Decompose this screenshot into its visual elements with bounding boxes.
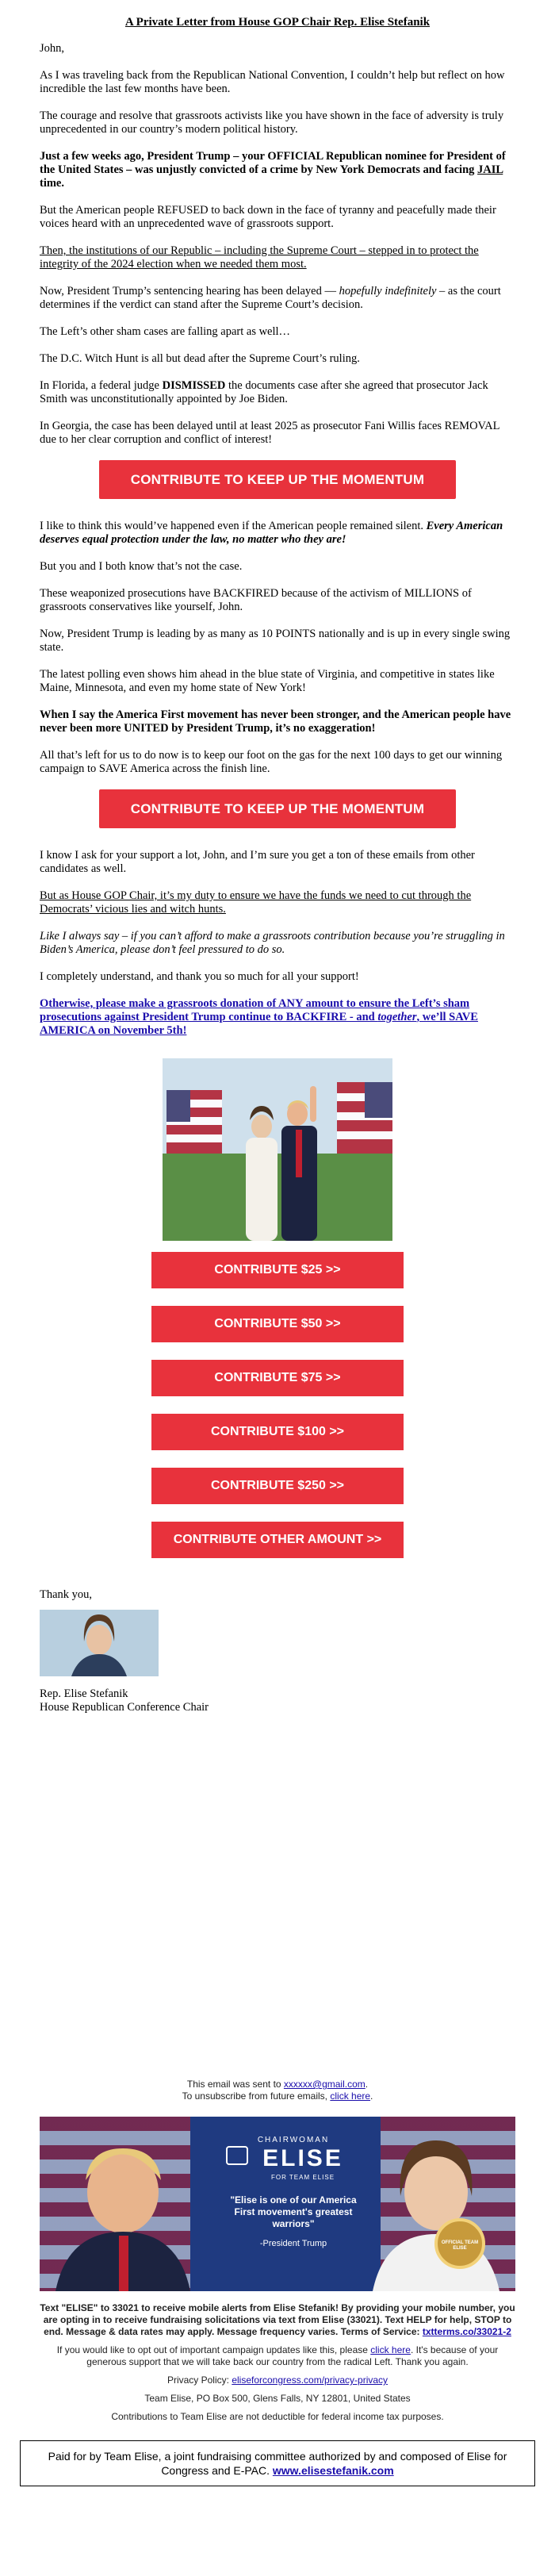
- signoff: Thank you,: [40, 1588, 93, 1601]
- letter-body: [40, 16, 515, 1714]
- paragraph: Now, President Trump is leading by as many as 10 POINTS nationally and is up in every single swing state.: [40, 628, 511, 654]
- banner-chairwoman: CHAIRWOMAN: [257, 2136, 330, 2144]
- contribute-250-button[interactable]: CONTRIBUTE $250 >>: [151, 1468, 404, 1504]
- paragraph: I completely understand, and thank you so much for all your support!: [40, 970, 359, 983]
- privacy-link[interactable]: eliseforcongress.com/privacy-privacy: [232, 2374, 388, 2386]
- contribute-50-button[interactable]: CONTRIBUTE $50 >>: [151, 1306, 404, 1342]
- recipient-email-link[interactable]: xxxxxx@gmail.com: [283, 2079, 366, 2090]
- optout-paragraph: If you would like to opt out of important campaign updates like this, please click here. It's because of your generous support that we will take back our country from the radical Left. Thank you again.: [56, 2344, 499, 2367]
- contribute-25-button[interactable]: CONTRIBUTE $25 >>: [151, 1252, 404, 1288]
- sms-terms-link[interactable]: txtterms.co/33021-2: [422, 2326, 511, 2337]
- banner-quote: "Elise is one of our America First movement's greatest warriors": [230, 2194, 357, 2229]
- paragraph: These weaponized prosecutions have BACKFIRED because of the activism of MILLIONS of grassroots conservatives like yourself, John.: [40, 587, 472, 613]
- tax-disclaimer: Contributions to Team Elise are not deductible for federal income tax purposes.: [111, 2411, 444, 2422]
- team-elise-banner[interactable]: [40, 2117, 515, 2291]
- contribute-other-button[interactable]: CONTRIBUTE OTHER AMOUNT >>: [151, 1522, 404, 1558]
- paragraph: The Left’s other sham cases are falling apart as well…: [40, 325, 291, 338]
- paragraph: But you and I both know that’s not the case.: [40, 560, 243, 573]
- rally-photo-illustration: [163, 1058, 392, 1241]
- sms-disclosure: Text "ELISE" to 33021 to receive mobile alerts from Elise Stefanik! By providing your mobile number, you are opting in to receive fundraising solicitations via text from Elise (33021). Text HELP for help, STOP to end. Message & data rates may apply. Message frequency varies. Terms of Service: txtterms.co/33021-2: [40, 2302, 515, 2337]
- paragraph: All that’s left for us to do now is to keep our foot on the gas for the next 100 days to get our winning campaign to SAVE America across the finish line.: [40, 749, 503, 775]
- banner-tagline: FOR TEAM ELISE: [270, 2174, 335, 2181]
- signature-title: House Republican Conference Chair: [40, 1701, 209, 1714]
- banner-attribution: -President Trump: [259, 2239, 327, 2248]
- signature-photo: [40, 1610, 159, 1676]
- paragraph: Just a few weeks ago, President Trump – your OFFICIAL Republican nominee for President of the United States – was unjustly convicted of a crime by New York Democrats and facing JAIL time.: [40, 150, 506, 190]
- mailing-address: Team Elise, PO Box 500, Glens Falls, NY 12801, United States: [144, 2393, 411, 2404]
- greeting: John,: [40, 42, 65, 55]
- contribute-momentum-button[interactable]: CONTRIBUTE TO KEEP UP THE MOMENTUM: [99, 460, 456, 499]
- paragraph: Now, President Trump’s sentencing hearing has been delayed — hopefully indefinitely – as the court determines if the verdict can stand after the Supreme Court’s decision.: [40, 285, 501, 311]
- banner-badge: OFFICIAL TEAM ELISE: [441, 2240, 479, 2251]
- paragraph: Then, the institutions of our Republic – including the Supreme Court – stepped in to protect the integrity of the 2024 election when we needed them most.: [40, 244, 479, 271]
- paid-for-box: Paid for by Team Elise, a joint fundraising committee authorized by and composed of Elise for Congress and E-PAC. www.elisestefanik.com: [20, 2440, 535, 2486]
- banner-name: ELISE: [262, 2145, 343, 2171]
- donate-link-paragraph[interactable]: Otherwise, please make a grassroots donation of ANY amount to ensure the Left’s sham prosecutions against President Trump continue to BACKFIRE - and together, we’ll SAVE AMERICA on November 5th!: [40, 997, 478, 1037]
- privacy-line: Privacy Policy: eliseforcongress.com/privacy-privacy: [166, 2374, 388, 2386]
- paragraph: But the American people REFUSED to back down in the face of tyranny and peacefully made their voices heard with an unprecedented wave of grassroots support.: [40, 204, 496, 230]
- paragraph: As I was traveling back from the Republican National Convention, I couldn’t help but reflect on how incredible the last few months have been.: [40, 69, 505, 95]
- rally-photo[interactable]: [163, 1058, 392, 1241]
- letter-title: A Private Letter from House GOP Chair Rep. Elise Stefanik: [124, 16, 431, 29]
- paragraph: I like to think this would’ve happened even if the American people remained silent. Every American deserves equal protection under the law, no matter who they are!: [40, 520, 503, 546]
- website-link[interactable]: www.elisestefanik.com: [272, 2464, 394, 2477]
- paragraph: The courage and resolve that grassroots activists like you have shown in the face of adversity is truly unprecedented in our country’s modern political history.: [40, 109, 504, 136]
- contribute-momentum-button[interactable]: CONTRIBUTE TO KEEP UP THE MOMENTUM: [99, 789, 456, 828]
- paragraph: When I say the America First movement has never been stronger, and the American people have never been more UNITED by President Trump, it’s no exaggeration!: [40, 708, 511, 735]
- paragraph: But as House GOP Chair, it’s my duty to ensure we have the funds we need to cut through the Democrats’ vicious lies and witch hunts.: [40, 889, 472, 916]
- email-footer: [0, 2079, 555, 2486]
- sent-to-line: This email was sent to xxxxxx@gmail.com.: [186, 2079, 369, 2090]
- signature-name: Rep. Elise Stefanik: [40, 1687, 128, 1700]
- unsubscribe-link[interactable]: click here: [330, 2090, 371, 2102]
- paragraph: Like I always say – if you can’t afford to make a grassroots contribution because you’re struggling in Biden’s America, please don’t feel pressured to do so.: [40, 930, 505, 956]
- paragraph: The latest polling even shows him ahead in the blue state of Virginia, and competitive in states like Maine, Minnesota, and even my home state of New York!: [40, 668, 495, 694]
- unsubscribe-line: To unsubscribe from future emails, click here.: [182, 2090, 373, 2102]
- paragraph: The D.C. Witch Hunt is all but dead after the Supreme Court’s ruling.: [40, 352, 360, 365]
- contribute-75-button[interactable]: CONTRIBUTE $75 >>: [151, 1360, 404, 1396]
- headshot-illustration: [40, 1610, 159, 1676]
- optout-link[interactable]: click here: [370, 2344, 411, 2355]
- paragraph: In Florida, a federal judge DISMISSED the documents case after she agreed that prosecutor Jack Smith was unconstitutionally appointed by Joe Biden.: [40, 379, 488, 405]
- contribute-100-button[interactable]: CONTRIBUTE $100 >>: [151, 1414, 404, 1450]
- paragraph: I know I ask for your support a lot, John, and I’m sure you get a ton of these emails from other candidates as well.: [40, 849, 475, 875]
- paragraph: In Georgia, the case has been delayed until at least 2025 as prosecutor Fani Willis faces REMOVAL due to her clear corruption and conflict of interest!: [40, 420, 500, 446]
